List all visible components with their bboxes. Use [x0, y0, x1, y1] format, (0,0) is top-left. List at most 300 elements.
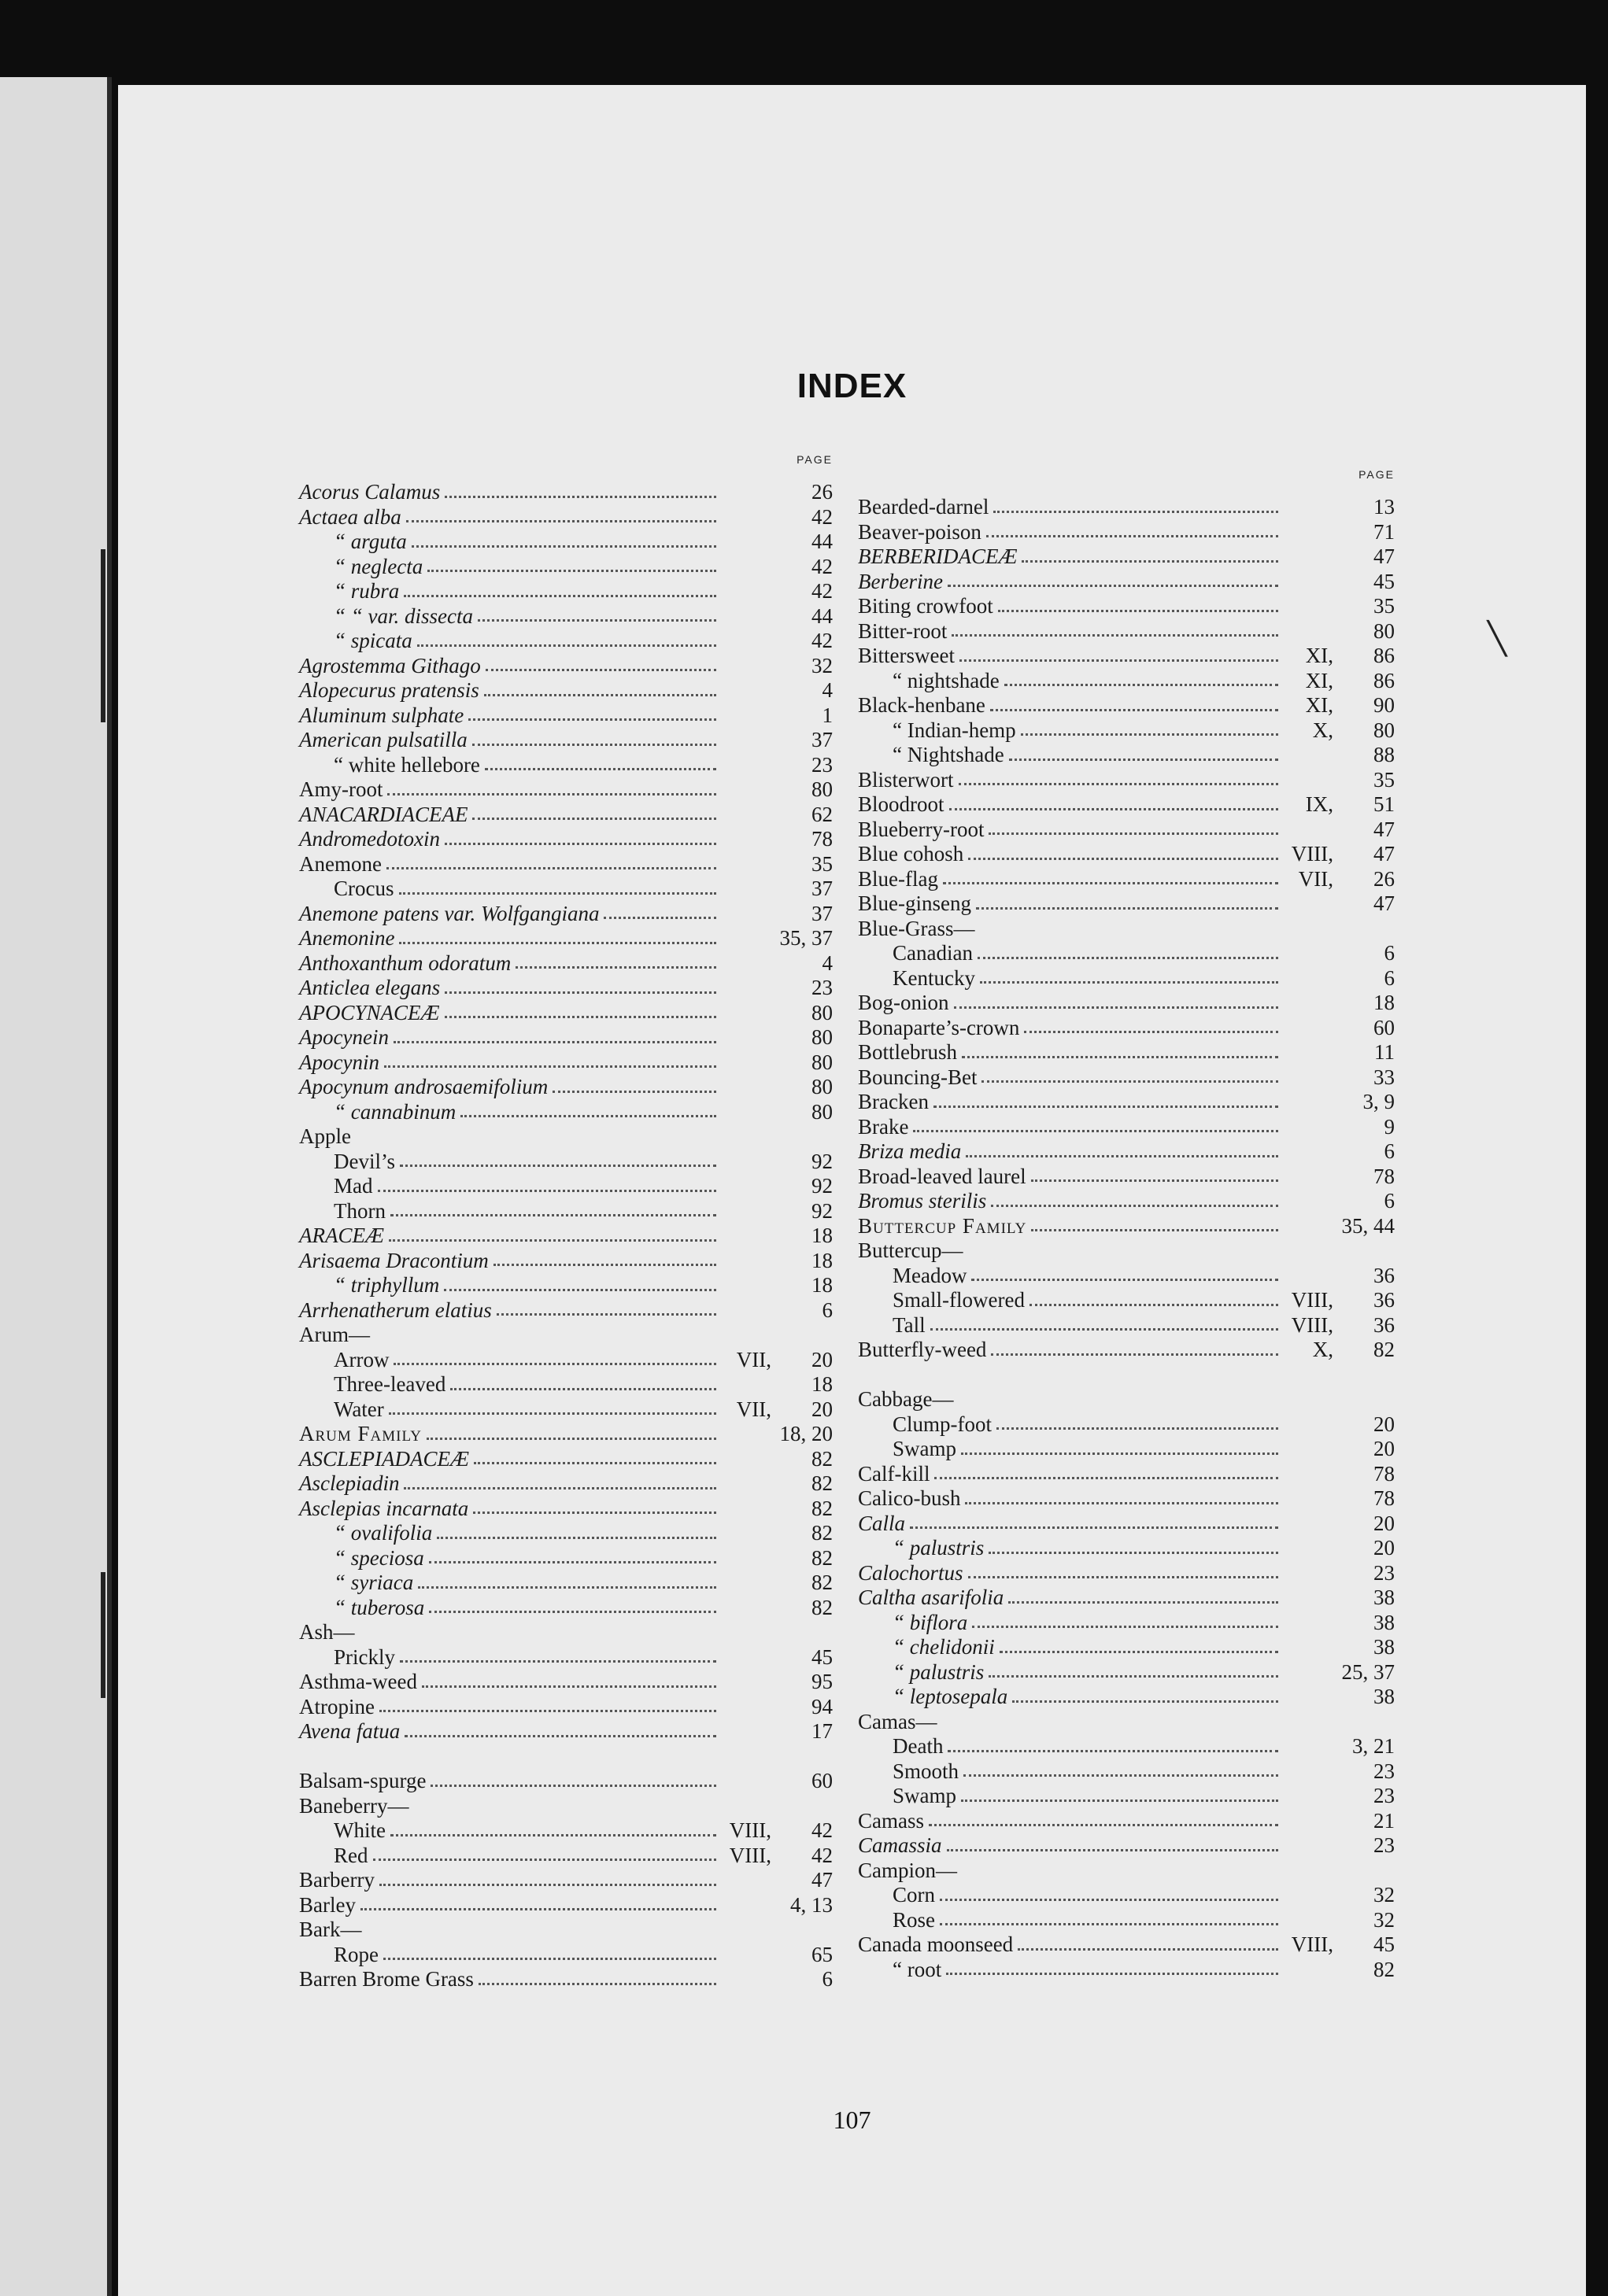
entry-page: 13 — [1373, 495, 1395, 519]
entry-term: Anthoxanthum odoratum — [299, 951, 512, 975]
entry-term: Blue-ginseng — [858, 891, 971, 915]
leader-dots — [429, 1560, 716, 1563]
entry-page: 82 — [811, 1571, 833, 1594]
entry-plate: VIII, — [1291, 842, 1333, 866]
leader-dots — [1021, 733, 1278, 736]
index-entry — [299, 1571, 833, 1596]
entry-term: Bittersweet — [858, 644, 955, 667]
leader-dots — [934, 1476, 1278, 1479]
index-entry — [299, 1620, 833, 1645]
entry-page: 37 — [811, 728, 833, 751]
leader-dots — [472, 817, 716, 820]
leader-dots — [989, 1551, 1278, 1554]
entry-page: 42 — [811, 1818, 833, 1842]
index-entry — [299, 827, 833, 852]
index-entry — [299, 1323, 833, 1348]
entry-page: 6 — [1384, 941, 1395, 965]
entry-page: 20 — [1373, 1412, 1395, 1436]
leader-dots — [384, 1065, 716, 1068]
index-entry — [299, 654, 833, 679]
index-entry — [299, 1695, 833, 1720]
entry-term: Mad — [334, 1174, 373, 1198]
entry-term: Bearded-darnel — [858, 495, 989, 519]
index-entry — [299, 604, 833, 629]
leader-dots — [478, 618, 716, 622]
entry-term: Camas— — [858, 1709, 937, 1733]
entry-page: 18 — [811, 1372, 833, 1396]
entry-plate: VIII, — [729, 1818, 771, 1842]
entry-page: 86 — [1373, 644, 1395, 667]
leader-dots — [445, 991, 716, 994]
leader-dots — [378, 1189, 717, 1192]
index-entry — [858, 818, 1395, 843]
entry-term: Arrow — [334, 1347, 390, 1371]
entry-page: 51 — [1373, 792, 1395, 816]
entry-term: Water — [334, 1397, 384, 1421]
leader-dots — [383, 1957, 716, 1960]
entry-term: Crocus — [334, 877, 394, 900]
leader-dots — [418, 1585, 716, 1589]
entry-term: Calochortus — [858, 1560, 963, 1585]
leader-dots — [989, 832, 1278, 835]
entry-page: 42 — [811, 629, 833, 652]
index-entry — [299, 852, 833, 877]
entry-term: Bottlebrush — [858, 1040, 957, 1064]
entry-page: 23 — [811, 752, 833, 777]
index-entry — [299, 777, 833, 803]
entry-term: Bark— — [299, 1918, 362, 1941]
leader-dots — [486, 668, 716, 671]
leader-dots — [427, 569, 716, 572]
index-entry — [299, 1224, 833, 1249]
leader-dots — [450, 1387, 716, 1390]
entry-term: Anemonine — [299, 926, 395, 950]
index-entry — [299, 1075, 833, 1100]
entry-page: 23 — [1373, 1560, 1395, 1585]
leader-dots — [394, 1040, 716, 1043]
leader-dots — [400, 1659, 716, 1663]
entry-plate: VIII, — [1291, 1932, 1333, 1956]
index-entry — [299, 753, 833, 778]
entry-page: 35, 37 — [779, 926, 833, 950]
index-entry — [299, 1670, 833, 1695]
index-entry — [858, 1685, 1395, 1710]
entry-term: Acorus Calamus — [299, 480, 441, 504]
entry-term: Bracken — [858, 1090, 929, 1113]
entry-page: 82 — [811, 1521, 833, 1545]
index-entry — [858, 1016, 1395, 1041]
index-entry — [299, 1943, 833, 1968]
index-entry — [858, 1214, 1395, 1239]
entry-term: Apocynin — [299, 1050, 379, 1074]
entry-page: 65 — [811, 1942, 833, 1966]
index-entry — [299, 902, 833, 927]
entry-term: Atropine — [299, 1694, 375, 1718]
entry-page: 32 — [811, 653, 833, 677]
entry-page: 80 — [811, 1099, 833, 1124]
entry-page: 47 — [1373, 817, 1395, 841]
entry-page: 80 — [1373, 618, 1395, 643]
leader-dots — [1004, 683, 1278, 686]
entry-page: 35 — [811, 851, 833, 876]
entry-page: 23 — [811, 976, 833, 999]
leader-dots — [993, 510, 1278, 513]
entry-page: 37 — [811, 877, 833, 900]
entry-term: “ Indian-hemp — [893, 718, 1016, 742]
index-entry — [858, 1611, 1395, 1636]
entry-page: 6 — [1384, 1189, 1395, 1213]
entry-page: 92 — [811, 1149, 833, 1173]
entry-term: Asthma-weed — [299, 1670, 417, 1693]
index-entry — [858, 669, 1395, 694]
entry-term: Apocynein — [299, 1025, 389, 1049]
pencil-mark-icon: ╲ — [1488, 621, 1507, 656]
leader-dots — [1018, 1947, 1278, 1951]
index-entry — [858, 1264, 1395, 1289]
entry-plate: VII, — [736, 1347, 771, 1371]
entry-plate: X, — [1312, 1338, 1333, 1361]
index-entry — [858, 570, 1395, 595]
leader-dots — [949, 807, 1278, 810]
leader-dots — [998, 609, 1278, 612]
leader-dots — [412, 544, 716, 548]
index-entry — [858, 768, 1395, 793]
leader-dots — [373, 1858, 717, 1861]
leader-dots — [968, 1575, 1278, 1578]
entry-page: 45 — [811, 1644, 833, 1669]
index-entry — [858, 1536, 1395, 1561]
index-entry — [299, 1050, 833, 1076]
entry-term: Rope — [334, 1942, 379, 1966]
index-entry — [858, 917, 1395, 942]
leader-dots — [968, 857, 1278, 860]
index-entry — [858, 1512, 1395, 1537]
leader-dots — [427, 1437, 716, 1440]
entry-term: White — [334, 1818, 386, 1842]
index-entry — [299, 1348, 833, 1373]
leader-dots — [954, 1006, 1278, 1009]
index-entry — [299, 1967, 833, 1992]
leader-dots — [965, 1501, 1278, 1504]
entry-term: Camass — [858, 1808, 924, 1833]
entry-page: 6 — [822, 1297, 833, 1322]
index-entry — [858, 1486, 1395, 1512]
index-entry — [299, 1298, 833, 1323]
entry-term: Actaea alba — [299, 504, 401, 529]
entry-term: “ palustris — [893, 1659, 985, 1684]
leader-dots — [484, 693, 716, 696]
entry-term: APOCYNACEÆ — [299, 1000, 440, 1024]
leader-dots — [962, 1055, 1278, 1058]
entry-page: 80 — [811, 1025, 833, 1049]
leader-dots — [474, 1461, 716, 1464]
index-entry — [858, 1833, 1395, 1859]
index-entry — [299, 1025, 833, 1050]
index-entry — [299, 1249, 833, 1274]
index-entry — [299, 1744, 833, 1770]
entry-plate: XI, — [1305, 644, 1333, 667]
entry-page: 60 — [1373, 1015, 1395, 1039]
leader-dots — [386, 866, 716, 869]
index-entry — [299, 530, 833, 555]
leader-dots — [445, 1015, 716, 1018]
entry-page: 44 — [811, 530, 833, 553]
entry-page: 80 — [811, 777, 833, 801]
entry-plate: VIII, — [1291, 1312, 1333, 1337]
index-entry — [299, 1150, 833, 1175]
entry-term: Blueberry-root — [858, 817, 985, 841]
index-entry — [858, 693, 1395, 718]
entry-plate: VII, — [736, 1397, 771, 1421]
entry-page: 9 — [1384, 1114, 1395, 1139]
index-entry — [299, 1893, 833, 1918]
entry-page: 86 — [1373, 668, 1395, 692]
entry-term: “ triphyllum — [334, 1273, 440, 1297]
leader-dots — [360, 1907, 716, 1910]
entry-term: Canada moonseed — [858, 1932, 1014, 1956]
entry-term: Swamp — [893, 1437, 956, 1460]
entry-page: 38 — [1373, 1685, 1395, 1708]
leader-dots — [404, 594, 716, 597]
index-entry — [299, 1471, 833, 1497]
leader-dots — [429, 1610, 716, 1613]
entry-term: Campion— — [858, 1858, 957, 1882]
index-entry — [299, 1521, 833, 1546]
leader-dots — [604, 916, 716, 919]
leader-dots — [1000, 1650, 1278, 1653]
entry-page: 18, 20 — [779, 1422, 833, 1445]
entry-page: 38 — [1373, 1635, 1395, 1659]
index-entry — [299, 951, 833, 976]
index-column-right — [858, 468, 1395, 1982]
entry-term: ANACARDIACEAE — [299, 802, 468, 826]
leader-dots — [966, 1154, 1278, 1157]
entry-term: “ root — [893, 1957, 942, 1981]
leader-dots — [991, 1204, 1278, 1207]
leader-dots — [959, 659, 1278, 662]
index-entry — [858, 1561, 1395, 1586]
entry-page: 33 — [1373, 1065, 1395, 1089]
entry-page: 18 — [811, 1224, 833, 1247]
leader-dots — [390, 1833, 716, 1836]
entry-term: Canadian — [893, 941, 973, 965]
entry-page: 82 — [1373, 1957, 1395, 1981]
entry-term: Apple — [299, 1124, 351, 1148]
entry-page: 20 — [1373, 1511, 1395, 1535]
index-entry — [858, 1585, 1395, 1611]
binding-shadow — [101, 549, 105, 722]
entry-term: “ palustris — [893, 1536, 985, 1560]
entry-page: 18 — [811, 1248, 833, 1272]
index-entry — [858, 1065, 1395, 1091]
entry-term: Black-henbane — [858, 693, 985, 717]
entry-page: 88 — [1373, 743, 1395, 766]
index-entry — [858, 891, 1395, 917]
leader-dots — [990, 708, 1278, 711]
entry-term: Prickly — [334, 1644, 395, 1669]
leader-dots — [399, 891, 717, 895]
index-entry — [858, 1660, 1395, 1685]
entry-page: 35, 44 — [1341, 1213, 1395, 1238]
leader-dots — [497, 1312, 716, 1316]
entry-page: 44 — [811, 604, 833, 628]
entry-page: 95 — [811, 1670, 833, 1693]
leader-dots — [948, 584, 1278, 587]
leader-dots — [445, 842, 716, 845]
entry-page: 45 — [1373, 569, 1395, 593]
entry-term: Arisaema Dracontium — [299, 1248, 489, 1272]
index-entry — [299, 1918, 833, 1943]
index-entry — [858, 1759, 1395, 1785]
entry-term: “ leptosepala — [893, 1685, 1008, 1708]
leader-dots — [1029, 1303, 1278, 1306]
entry-page: 3, 9 — [1362, 1090, 1395, 1113]
leader-dots — [947, 1848, 1278, 1851]
entry-term: “ white hellebore — [334, 752, 480, 777]
entry-page: 37 — [811, 901, 833, 925]
entry-page: 23 — [1373, 1784, 1395, 1807]
index-entry — [858, 594, 1395, 619]
entry-page: 47 — [1373, 891, 1395, 915]
index-entry — [299, 1124, 833, 1150]
entry-term: Buttercup Family — [858, 1213, 1027, 1238]
index-entry — [858, 1859, 1395, 1884]
entry-term: Calla — [858, 1511, 906, 1535]
entry-term: Small-flowered — [893, 1288, 1025, 1312]
leader-dots — [940, 1898, 1278, 1901]
entry-page: 82 — [1373, 1338, 1395, 1361]
index-entry — [299, 803, 833, 828]
entry-page: 80 — [811, 1050, 833, 1074]
index-entry — [858, 1338, 1395, 1363]
leader-dots — [1031, 1179, 1278, 1182]
leader-dots — [405, 1734, 716, 1737]
index-page — [118, 85, 1586, 2296]
index-entry — [858, 619, 1395, 644]
entry-term: Arrhenatherum elatius — [299, 1297, 492, 1322]
entry-term: Camassia — [858, 1833, 942, 1857]
leader-dots — [379, 1709, 716, 1712]
leader-dots — [431, 1784, 716, 1787]
leader-dots — [516, 965, 716, 969]
entry-page: 42 — [811, 504, 833, 529]
index-entry — [858, 1412, 1395, 1438]
entry-term: Brake — [858, 1114, 909, 1139]
entry-term: Barberry — [299, 1868, 375, 1892]
index-entry — [858, 1635, 1395, 1660]
entry-page: 78 — [1373, 1461, 1395, 1486]
entry-page: 82 — [811, 1595, 833, 1619]
leader-dots — [390, 1213, 716, 1216]
index-entry — [858, 1437, 1395, 1462]
index-entry — [858, 792, 1395, 818]
entry-term: Andromedotoxin — [299, 827, 440, 851]
page-column-header: PAGE — [1358, 468, 1395, 481]
index-entry — [299, 1273, 833, 1298]
entry-term: Tall — [893, 1312, 926, 1337]
entry-page: 80 — [811, 1075, 833, 1098]
entry-plate: XI, — [1305, 693, 1333, 717]
entry-page: 78 — [811, 827, 833, 851]
index-entry — [299, 629, 833, 654]
index-entry — [299, 877, 833, 902]
entry-term: Baneberry— — [299, 1793, 409, 1818]
leader-dots — [437, 1536, 716, 1539]
entry-page: 80 — [811, 1000, 833, 1024]
leader-dots — [417, 644, 716, 647]
entry-term: Bonaparte’s-crown — [858, 1015, 1020, 1039]
entry-page: 82 — [811, 1446, 833, 1471]
entry-term: “ Nightshade — [893, 743, 1004, 766]
entry-page: 82 — [811, 1545, 833, 1570]
leader-dots — [952, 633, 1278, 637]
entry-term: Beaver-poison — [858, 519, 981, 544]
entry-term: “ cannabinum — [334, 1099, 457, 1124]
entry-term: Rose — [893, 1907, 935, 1932]
index-entry — [299, 976, 833, 1001]
entry-term: Bloodroot — [858, 792, 944, 816]
entry-page: 36 — [1373, 1263, 1395, 1287]
index-entries-left — [299, 480, 833, 1992]
entry-term: Blue-Grass— — [858, 916, 975, 940]
index-entry — [858, 966, 1395, 991]
index-entry — [299, 1719, 833, 1744]
leader-dots — [971, 1278, 1278, 1281]
entry-term: Swamp — [893, 1784, 956, 1807]
entry-page: 20 — [1373, 1536, 1395, 1560]
entry-page: 42 — [811, 579, 833, 603]
entry-page: 90 — [1373, 693, 1395, 717]
entry-plate: VIII, — [1291, 1288, 1333, 1312]
entry-term: “ ovalifolia — [334, 1521, 433, 1545]
index-entry — [299, 1447, 833, 1472]
entry-page: 60 — [811, 1769, 833, 1792]
leader-dots — [930, 1327, 1278, 1331]
entry-term: Agrostemma Githago — [299, 653, 481, 677]
entry-term: “ “ var. dissecta — [334, 604, 474, 628]
index-column-left — [299, 453, 833, 1992]
entry-page: 6 — [822, 1967, 833, 1991]
entry-plate: VIII, — [729, 1843, 771, 1867]
entry-term: Calico-bush — [858, 1486, 961, 1510]
index-entry — [299, 1422, 833, 1447]
index-entry — [299, 1174, 833, 1199]
index-entry — [299, 1199, 833, 1224]
index-entry — [299, 1818, 833, 1844]
entry-page: 92 — [811, 1174, 833, 1198]
index-entry — [858, 1090, 1395, 1115]
entry-page: 35 — [1373, 767, 1395, 792]
index-entry — [858, 1908, 1395, 1933]
entry-term: Clump-foot — [893, 1412, 992, 1436]
entry-page: 23 — [1373, 1833, 1395, 1857]
entry-term: “ nightshade — [893, 668, 1000, 692]
leader-dots — [976, 906, 1278, 910]
leader-dots — [479, 1982, 716, 1985]
leader-dots — [379, 1883, 716, 1886]
leader-dots — [468, 718, 716, 721]
entry-page: 36 — [1373, 1288, 1395, 1312]
index-entry — [299, 1645, 833, 1670]
index-entry — [858, 1710, 1395, 1735]
entry-page: 3, 21 — [1352, 1734, 1395, 1758]
index-entry — [299, 1596, 833, 1621]
entry-plate: X, — [1312, 718, 1333, 742]
index-entry — [858, 743, 1395, 768]
index-entry — [858, 1139, 1395, 1165]
index-entry — [858, 941, 1395, 966]
entry-term: American pulsatilla — [299, 728, 468, 751]
